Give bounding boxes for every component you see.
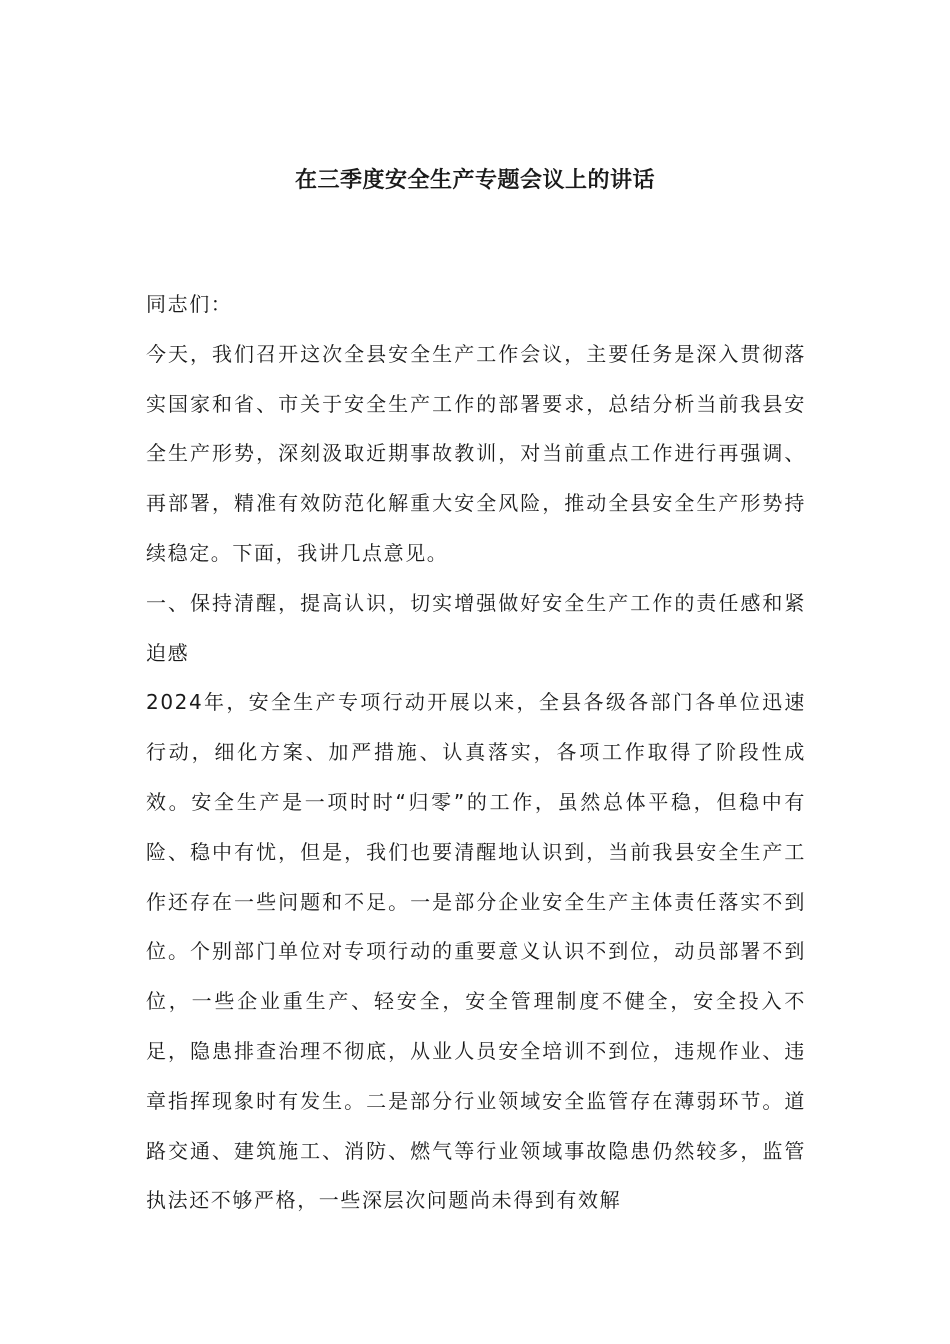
document-title: 在三季度安全生产专题会议上的讲话	[294, 167, 655, 193]
paragraph-opening: 今天，我们召开这次全县安全生产工作会议，主要任务是深入贯彻落实国家和省、市关于安全生产工作的部署要求，总结分析当前我县安全生产形势，深刻汲取近期事故教训，对当前重点工作进行再强调、再部署，精准有效防范化解重大安全风险，推动全县安全生产形势持续稳定。下面，我讲几点意见。	[146, 341, 806, 565]
paragraph-section-1: 2024年，安全生产专项行动开展以来，全县各级各部门各单位迅速行动，细化方案、加严措施、认真落实，各项工作取得了阶段性成效。安全生产是一项时时“归零”的工作，虽然总体平稳，但稳中有险、稳中有忧，但是，我们也要清醒地认识到，当前我县安全生产工作还存在一些问题和不足。一是部分企业安全生产主体责任落实不到位。个别部门单位对专项行动的重要意义认识不到位，动员部署不到位，一些企业重生产、轻安全，安全管理制度不健全，安全投入不足，隐患排查治理不彻底，从业人员安全培训不到位，违规作业、违章指挥现象时有发生。二是部分行业领域安全监管存在薄弱环节。道路交通、建筑施工、消防、燃气等行业领域事故隐患仍然较多，监管执法还不够严格，一些深层次问题尚未得到有效解	[146, 690, 806, 1213]
salutation: 同志们：	[146, 292, 233, 316]
section-heading-1: 一、保持清醒，提高认识，切实增强做好安全生产工作的责任感和紧迫感	[146, 590, 806, 665]
document-body	[146, 280, 806, 1226]
